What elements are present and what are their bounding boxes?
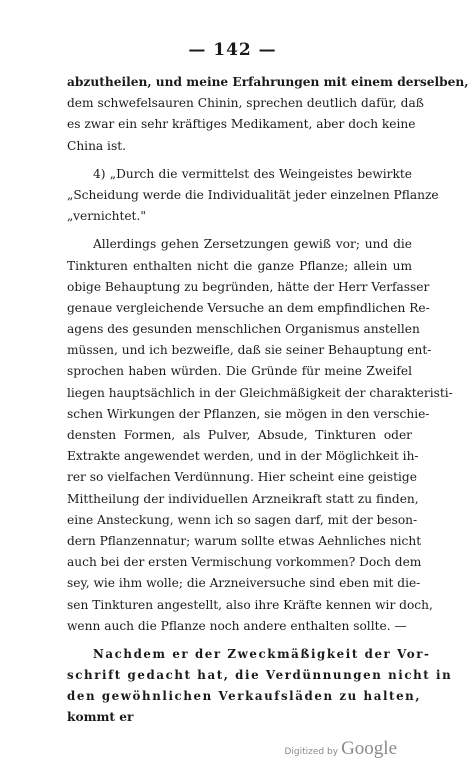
text-line: obige Behauptung zu begründen, hätte der Herr Verfasser <box>67 279 430 294</box>
text-line: rer so vielfachen Verdünnung. Hier scheint eine geistige <box>67 470 417 485</box>
text-line: sprochen haben würden. Die Gründe für meine Zweifel <box>67 364 412 379</box>
text-line: 4) „Durch die vermittelst des Weingeistes bewirkte <box>93 166 412 181</box>
text-line: den gewöhnlichen Verkaufsläden zu halten, <box>67 689 422 704</box>
text-line: sey, wie ihm wolle; die Arzneiversuche sind eben mit die- <box>67 576 421 591</box>
text-line: „Scheidung werde die Individualität jeder einzelnen Pflanze <box>67 187 439 202</box>
text-line: abzutheilen, und meine Erfahrungen mit einem derselben, <box>67 75 469 89</box>
text-line: genaue vergleichende Versuche an dem empfindlichen Re- <box>67 300 430 315</box>
digitized-watermark <box>285 738 398 760</box>
text-line: Mittheilung der individuellen Arzneikraft statt zu finden, <box>67 491 419 506</box>
text-line: schen Wirkungen der Pflanzen, sie mögen in den verschie- <box>67 406 430 421</box>
text-line: „vernichtet." <box>67 209 146 224</box>
text-line: kommt er <box>67 710 134 725</box>
text-line: schrift gedacht hat, die Verdünnungen nicht in <box>67 668 453 683</box>
text-line: auch bei der ersten Vermischung vorkommen? Doch dem <box>67 555 422 570</box>
text-line: wenn auch die Pflanze noch andere enthalten sollte. — <box>67 618 407 633</box>
watermark-prefix: Digitized by <box>284 747 339 757</box>
text-line: liegen hauptsächlich in der Gleichmäßigkeit der charakteristi- <box>67 385 453 400</box>
text-line: eine Ansteckung, wenn ich so sagen darf, mit der beson- <box>67 512 418 527</box>
text-line: Tinkturen enthalten nicht die ganze Pflanze; allein um <box>67 258 412 273</box>
body-text <box>67 72 469 729</box>
text-line: Extrakte angewendet werden, und in der Möglichkeit ih- <box>67 449 419 464</box>
page-number: — 142 — <box>188 40 277 60</box>
text-line: dem schwefelsauren Chinin, sprechen deutlich dafür, daß <box>67 96 424 111</box>
text-line: es zwar ein sehr kräftiges Medikament, aber doch keine <box>67 117 416 132</box>
text-line: müssen, und ich bezweifle, daß sie seiner Behauptung ent- <box>67 343 432 358</box>
text-line: dern Pflanzennatur; warum sollte etwas Aehnliches nicht <box>67 533 422 548</box>
text-line: China ist. <box>67 138 126 153</box>
text-line: Allerdings gehen Zersetzungen gewiß vor; und die <box>93 237 412 252</box>
text-line: Nachdem er der Zweckmäßigkeit der Vor- <box>93 646 431 661</box>
text-line: sen Tinkturen angestellt, also ihre Kräfte kennen wir doch, <box>67 597 433 612</box>
text-line: densten Formen, als Pulver, Absude, Tinkturen oder <box>67 428 412 442</box>
text-line: agens des gesunden menschlichen Organismus anstellen <box>67 322 420 337</box>
watermark-brand: Google <box>341 738 397 759</box>
